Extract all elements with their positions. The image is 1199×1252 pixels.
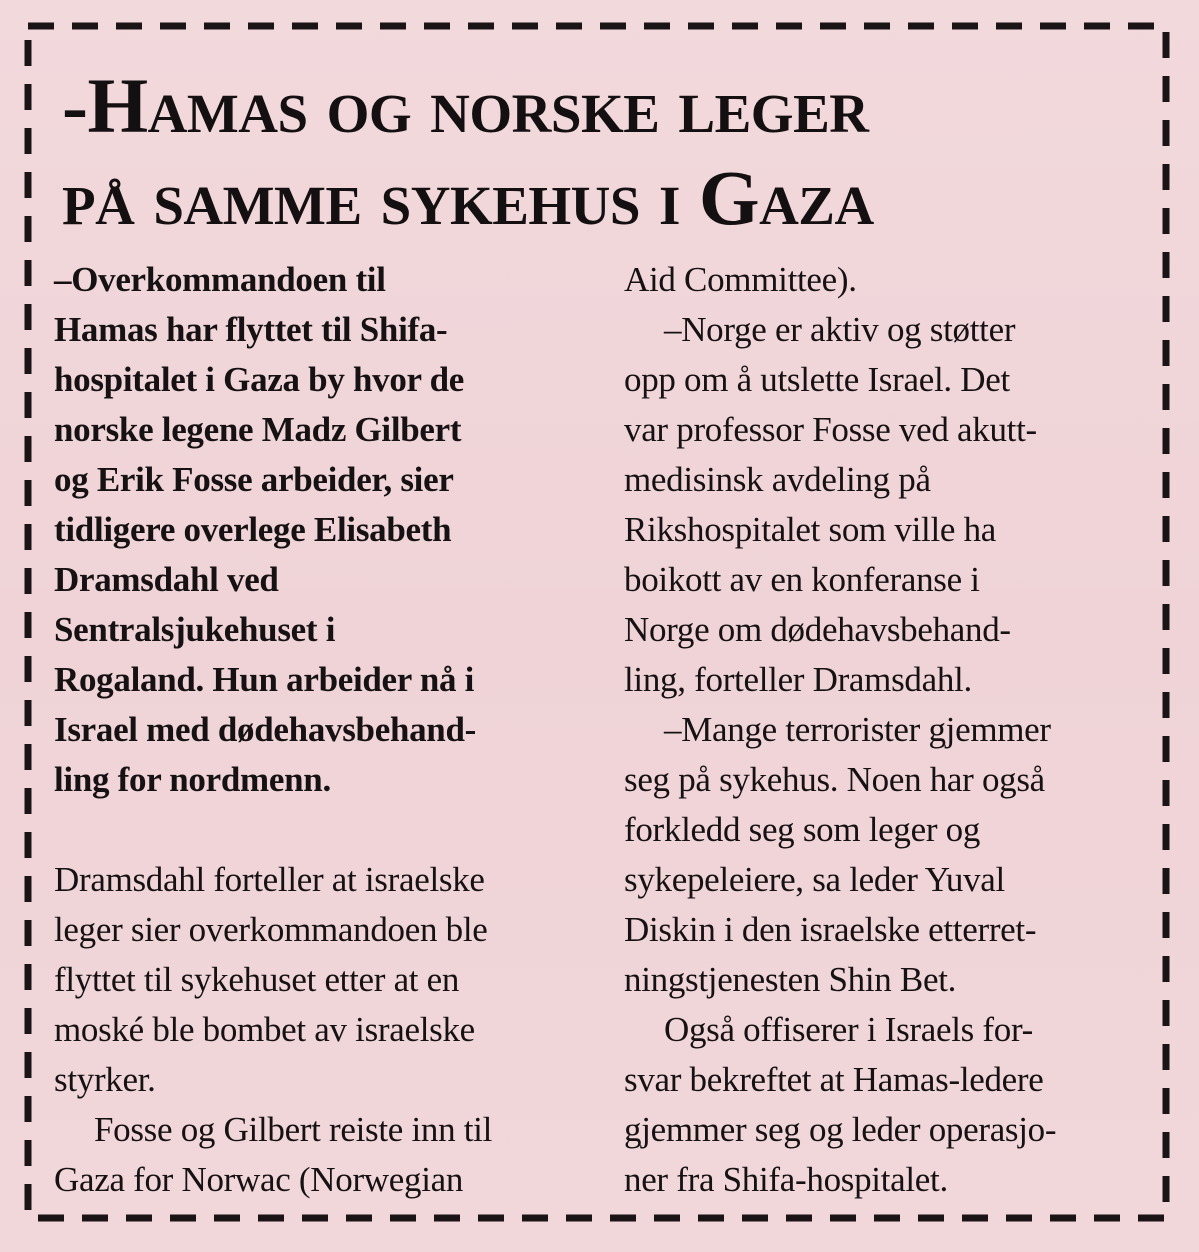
article-headline (62, 60, 1142, 244)
body-paragraph (54, 855, 594, 1105)
text-line: –Mange terrorister gjemmer (664, 710, 1051, 749)
text-line: ling for nordmenn. (54, 760, 331, 799)
text-line: Aid Committee). (624, 260, 857, 299)
text-line: moské ble bombet av israelske (54, 1010, 475, 1049)
text-line: Fosse og Gilbert reiste inn til (94, 1110, 493, 1149)
body-paragraph (624, 1005, 1144, 1205)
text-line: hospitalet i Gaza by hvor de (54, 360, 465, 399)
text-line: tidligere overlege Elisabeth (54, 510, 452, 549)
text-line: sykepeleiere, sa leder Yuval (624, 860, 1005, 899)
paragraph-gap (54, 805, 594, 855)
body-paragraph (624, 305, 1144, 705)
left-column (54, 255, 594, 1205)
text-line: seg på sykehus. Noen har også (624, 760, 1045, 799)
text-line: og Erik Fosse arbeider, sier (54, 460, 454, 499)
headline-line-2: på samme sykehus i Gaza (62, 154, 874, 241)
right-column (624, 255, 1144, 1205)
text-line: –Norge er aktiv og støtter (664, 310, 1016, 349)
headline-line-1: -Hamas og norske leger (62, 62, 869, 149)
text-line: norske legene Madz Gilbert (54, 410, 462, 449)
text-line: boikott av en konferanse i (624, 560, 980, 599)
body-paragraph (624, 255, 1144, 305)
text-line: Rikshospitalet som ville ha (624, 510, 997, 549)
text-line: ningstjenesten Shin Bet. (624, 960, 957, 999)
text-line: Norge om dødehavsbehand- (624, 610, 1011, 649)
text-line: Gaza for Norwac (Norwegian (54, 1160, 464, 1199)
text-line: medisinsk avdeling på (624, 460, 931, 499)
body-paragraph (54, 1105, 594, 1205)
text-line: Israel med dødehavsbehand- (54, 710, 476, 749)
text-line: svar bekreftet at Hamas-ledere (624, 1060, 1044, 1099)
text-line: Også offiserer i Israels for- (664, 1010, 1033, 1049)
body-paragraph (624, 705, 1144, 1005)
text-line: Dramsdahl ved (54, 560, 279, 599)
text-line: ling, forteller Dramsdahl. (624, 660, 972, 699)
text-line: –Overkommandoen til (54, 260, 386, 299)
text-line: gjemmer seg og leder operasjo- (624, 1110, 1057, 1149)
text-line: Hamas har flyttet til Shifa- (54, 310, 448, 349)
text-line: styrker. (54, 1060, 156, 1099)
text-line: Dramsdahl forteller at israelske (54, 860, 485, 899)
text-line: flyttet til sykehuset etter at en (54, 960, 460, 999)
text-line: forkledd seg som leger og (624, 810, 981, 849)
text-line: Diskin i den israelske etterret- (624, 910, 1037, 949)
text-line: Rogaland. Hun arbeider nå i (54, 660, 475, 699)
text-line: var professor Fosse ved akutt- (624, 410, 1037, 449)
text-line: opp om å utslette Israel. Det (624, 360, 1010, 399)
text-line: ner fra Shifa-hospitalet. (624, 1160, 948, 1199)
lead-paragraph (54, 255, 594, 805)
text-line: Sentralsjukehuset i (54, 610, 336, 649)
text-line: leger sier overkommandoen ble (54, 910, 488, 949)
